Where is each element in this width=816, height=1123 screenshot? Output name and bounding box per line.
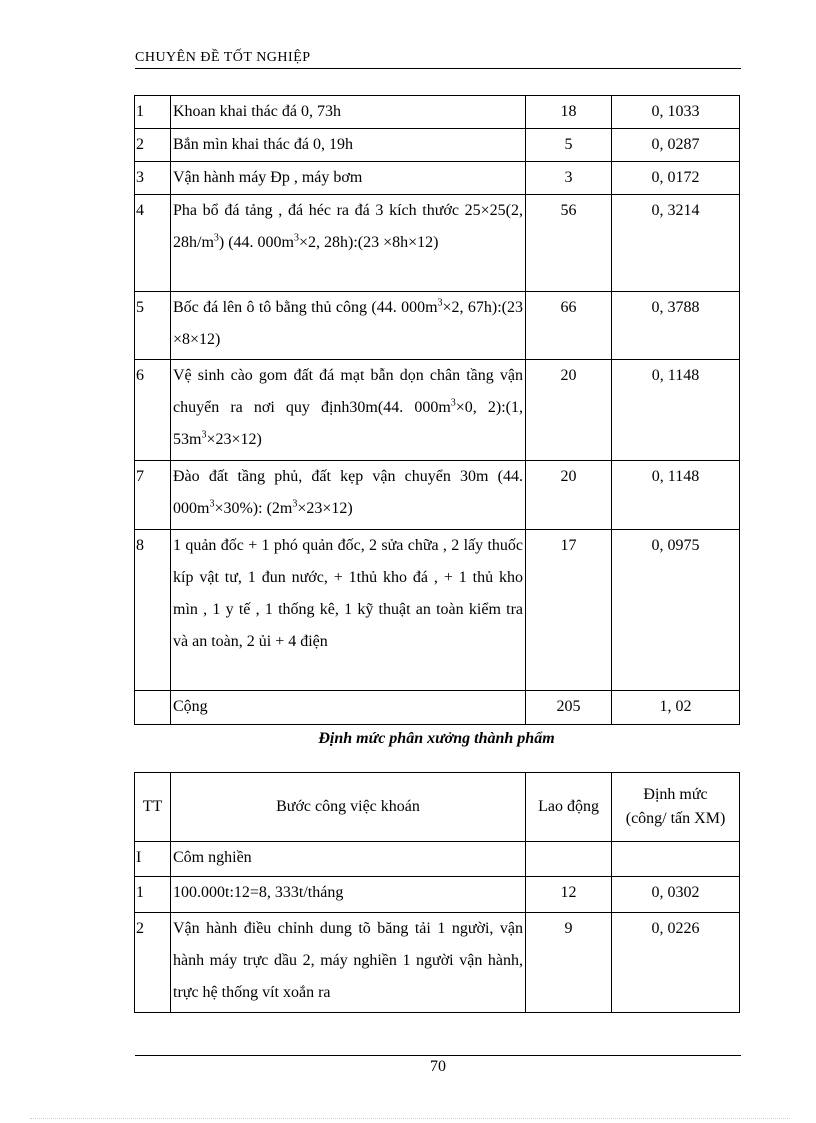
norm-value: 0, 0287: [612, 129, 740, 162]
page-bottom-edge: [30, 1118, 790, 1119]
table-row: [135, 913, 740, 1013]
page-number: 70: [430, 1058, 446, 1075]
task-description: [171, 461, 526, 530]
task-description: [171, 360, 526, 461]
norm-value: 0, 0172: [612, 162, 740, 195]
table-row: [135, 129, 740, 162]
finished-product-norm-table: [134, 772, 740, 1013]
desc-part: ×23×12): [297, 500, 353, 517]
labor-count: 66: [526, 292, 612, 360]
desc-part: Vệ sinh cào gom đất đá mạt bẫn dọn chân tầng vận chuyển ra nơi quy định30m(44. 000m: [173, 367, 523, 416]
task-description: Bắn mìn khai thác đá 0, 19h: [171, 129, 526, 162]
task-description: 1 quản đốc + 1 phó quản đốc, 2 sửa chữa , 2 lấy thuốc kíp vật tư, 1 đun nước, + 1thủ kho đá , + 1 thủ kho mìn , 1 y tế , 1 thống kê, 1 kỹ thuật an toàn kiểm tra và an toàn, 2 ủi + 4 điện: [171, 530, 526, 691]
task-description: [171, 292, 526, 360]
header-rule: [135, 68, 741, 69]
row-number: 6: [135, 360, 171, 461]
labor-norm-table: [134, 95, 740, 725]
norm-value: 0, 0975: [612, 530, 740, 691]
desc-part: Pha bổ đá tảng , đá héc ra đá 3 kích thước 25×25(2, 28h/m: [173, 202, 523, 251]
table-row: [135, 162, 740, 195]
desc-part: ×2, 28h):(23 ×8h×12): [299, 234, 439, 251]
col-header-task: Bước công việc khoán: [171, 773, 526, 842]
row-number: I: [135, 842, 171, 877]
row-number: 1: [135, 877, 171, 913]
superscript: 3: [201, 429, 207, 441]
superscript: 3: [437, 297, 443, 309]
table-row: [135, 530, 740, 691]
desc-part: ×23×12): [206, 431, 262, 448]
desc-part: Bốc đá lên ô tô bằng thủ công (44. 000m: [173, 299, 438, 316]
col-header-tt: TT: [135, 773, 171, 842]
labor-count: 3: [526, 162, 612, 195]
row-number: 7: [135, 461, 171, 530]
section-title: Định mức phân xưởng thành phẩm: [318, 730, 555, 747]
task-description: Khoan khai thác đá 0, 73h: [171, 96, 526, 129]
norm-value: 0, 1148: [612, 360, 740, 461]
labor-count: 56: [526, 195, 612, 292]
superscript: 3: [450, 397, 456, 409]
task-description: 100.000t:12=8, 333t/tháng: [171, 877, 526, 913]
table-row: [135, 877, 740, 913]
row-number: 2: [135, 129, 171, 162]
header-title: CHUYÊN ĐỀ TỐT NGHIỆP: [135, 50, 311, 65]
table-row: [135, 96, 740, 129]
desc-part: Đào đất tầng phủ, đất kẹp vận chuyển 30m (44. 000m: [173, 468, 523, 517]
row-number: 5: [135, 292, 171, 360]
footer-rule: [135, 1055, 741, 1056]
norm-value: [612, 842, 740, 877]
header-row: [135, 773, 740, 842]
row-number: 3: [135, 162, 171, 195]
col-header-norm-line2: (công/ tấn XM): [625, 810, 726, 827]
labor-count: 9: [526, 913, 612, 1013]
norm-value: 0, 3788: [612, 292, 740, 360]
desc-part: ×2, 67h):(23 ×8×12): [173, 299, 523, 348]
norm-value: 0, 3214: [612, 195, 740, 292]
superscript: 3: [209, 498, 215, 510]
table-row: [135, 842, 740, 877]
task-description: [171, 195, 526, 292]
task-description: Vận hành máy Đp , máy bơm: [171, 162, 526, 195]
total-labor: 205: [526, 691, 612, 725]
table-row: [135, 292, 740, 360]
total-label: Cộng: [171, 691, 526, 725]
labor-count: [526, 842, 612, 877]
superscript: 3: [294, 232, 299, 244]
table-row: [135, 461, 740, 530]
superscript: 3: [292, 498, 298, 510]
table-row: [135, 195, 740, 292]
labor-count: 20: [526, 360, 612, 461]
labor-count: 12: [526, 877, 612, 913]
desc-part: ) (44. 000m: [218, 234, 294, 251]
superscript: 3: [213, 232, 219, 244]
labor-count: 5: [526, 129, 612, 162]
labor-count: 20: [526, 461, 612, 530]
task-description: Vận hành điều chỉnh dung tõ băng tải 1 người, vận hành máy trực dầu 2, máy nghiền 1 người vận hành, trực hệ thống vít xoắn ra: [171, 913, 526, 1013]
row-number: 1: [135, 96, 171, 129]
norm-value: 0, 0302: [612, 877, 740, 913]
table-row: [135, 360, 740, 461]
task-description: Côm nghiền: [171, 842, 526, 877]
row-number: 8: [135, 530, 171, 691]
desc-part: ×0, 2):(1, 53m: [173, 399, 524, 448]
labor-count: 18: [526, 96, 612, 129]
norm-value: 0, 1148: [612, 461, 740, 530]
norm-value: 0, 1033: [612, 96, 740, 129]
total-row: [135, 691, 740, 725]
row-number: [135, 691, 171, 725]
desc-part: ×30%): (2m: [214, 500, 293, 517]
row-number: 4: [135, 195, 171, 292]
labor-count: 17: [526, 530, 612, 691]
page-header: [135, 50, 741, 70]
total-norm: 1, 02: [612, 691, 740, 725]
row-number: 2: [135, 913, 171, 1013]
col-header-labor: Lao động: [526, 773, 612, 842]
col-header-norm: [612, 773, 740, 842]
col-header-norm-line1: Định mức: [643, 786, 708, 803]
norm-value: 0, 0226: [612, 913, 740, 1013]
